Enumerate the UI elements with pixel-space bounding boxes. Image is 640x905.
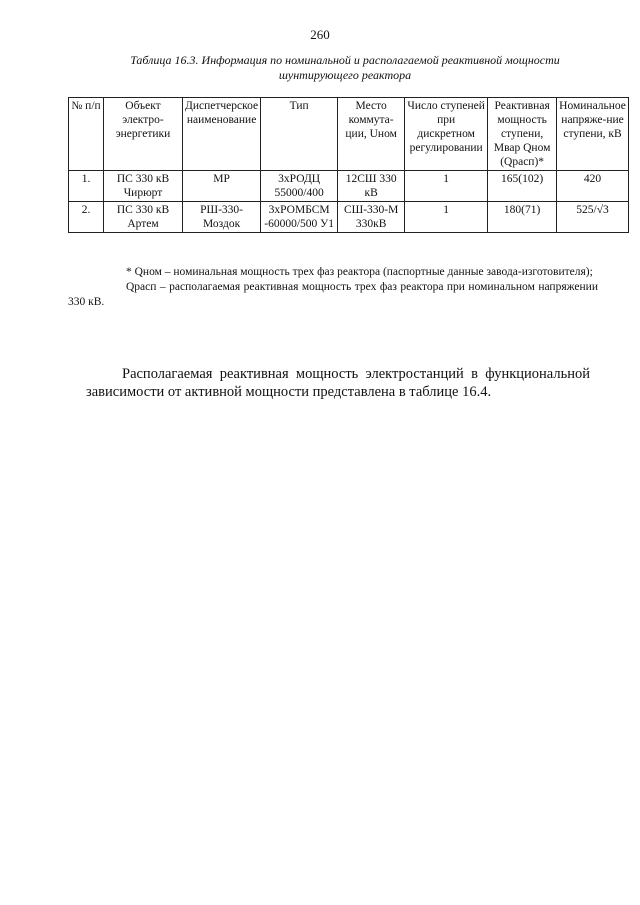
cell-nominal-voltage: 525/√3 (557, 202, 629, 233)
table-row (69, 171, 629, 202)
header-reactive-power: Реактивная мощность ступени, Мвар Qном (Qрасп)* (488, 98, 557, 171)
cell-nominal-voltage: 420 (557, 171, 629, 202)
cell-reactive-power: 180(71) (488, 202, 557, 233)
cell-switch-place: 12СШ 330 кВ (338, 171, 405, 202)
cell-object: ПС 330 кВ Чирюрт (104, 171, 183, 202)
reactor-table (68, 97, 629, 233)
header-dispatch-name: Диспетчерское наименование (183, 98, 261, 171)
cell-type: 3хРОДЦ 55000/400 (261, 171, 338, 202)
header-num: № п/п (69, 98, 104, 171)
cell-num: 2. (69, 202, 104, 233)
note-qnom: * Qном – номинальная мощность трех фаз реактора (паспортные данные завода-изготовителя); (126, 266, 593, 278)
table-header-row (69, 98, 629, 171)
cell-switch-place: СШ-330-М 330кВ (338, 202, 405, 233)
cell-dispatch-name: МР (183, 171, 261, 202)
header-nominal-voltage: Номинальное напряже-ние ступени, кВ (557, 98, 629, 171)
header-type: Тип (261, 98, 338, 171)
cell-dispatch-name: РШ-330-Моздок (183, 202, 261, 233)
header-steps: Число ступеней при дискретном регулировании (405, 98, 488, 171)
cell-object: ПС 330 кВ Артем (104, 202, 183, 233)
table-caption: Таблица 16.3. Информация по номинальной и располагаемой реактивной мощности шунтирующего реактора (130, 53, 560, 82)
page-number: 260 (310, 27, 330, 42)
header-object: Объект электро-энергетики (104, 98, 183, 171)
table-notes (68, 265, 598, 310)
header-switch-place: Место коммута-ции, Uном (338, 98, 405, 171)
body-paragraph: Располагаемая реактивная мощность электростанций в функциональной зависимости от активной мощности представлена в таблице 16.4. (86, 366, 590, 400)
note-qrasp: Qрасп – располагаемая реактивная мощность трех фаз реактора при номинальном напряжении 330 кВ. (68, 281, 598, 308)
cell-type: 3хРОМБСМ -60000/500 У1 (261, 202, 338, 233)
table-row (69, 202, 629, 233)
cell-reactive-power: 165(102) (488, 171, 557, 202)
cell-steps: 1 (405, 202, 488, 233)
cell-num: 1. (69, 171, 104, 202)
cell-steps: 1 (405, 171, 488, 202)
